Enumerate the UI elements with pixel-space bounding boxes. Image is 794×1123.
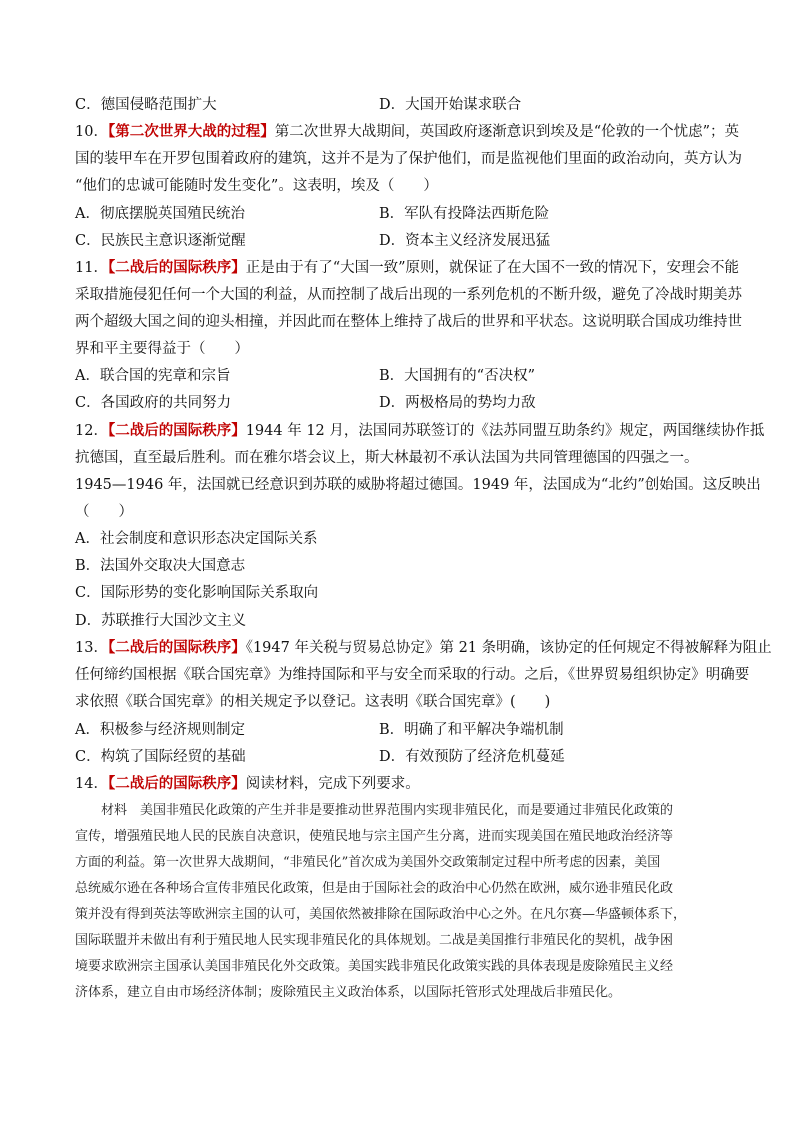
q11-number: 11． bbox=[75, 260, 108, 276]
material-line: 境要求欧洲宗主国承认美国非殖民化外交政策。美国实践非殖民化政策实践的具体表现是废除殖民主义经 bbox=[75, 959, 674, 974]
q11-option-a[interactable]: A．联合国的宪章和宗旨 bbox=[75, 368, 231, 384]
q13-option-d[interactable]: D．有效预防了经济危机蔓延 bbox=[379, 749, 565, 765]
material-line: 总统威尔逊在各种场合宣传非殖民化政策，但是由于国际社会的政治中心仍然在欧洲，威尔逊非殖民化政 bbox=[75, 881, 674, 896]
q12-stem-line-3: 1945—1946 年，法国就已经意识到苏联的威胁将超过德国。1949 年，法国成为“北约”创始国。这反映出 bbox=[75, 477, 761, 493]
q10-stem-line-3: “他们的忠诚可能随时发生变化”。这表明，埃及（ ） bbox=[75, 178, 438, 194]
q10-option-b[interactable]: B．军队有投降法西斯危险 bbox=[379, 206, 550, 222]
material-line: 宣传，增强殖民地人民的民族自决意识，使殖民地与宗主国产生分离，进而实现美国在殖民地政治经济等 bbox=[75, 829, 674, 844]
q14-number: 14． bbox=[75, 776, 108, 792]
q12-topic-tag: 【二战后的国际秩序】 bbox=[107, 422, 246, 439]
q11-stem-text-1: 正是由于有了“大国一致”原则，就保证了在大国不一致的情况下，安理会不能 bbox=[245, 260, 740, 276]
q10-topic-tag: 【第二次世界大战的过程】 bbox=[107, 123, 275, 140]
q12-option-b[interactable]: B．法国外交取决大国意志 bbox=[75, 558, 246, 574]
q13-option-a[interactable]: A．积极参与经济规则制定 bbox=[75, 722, 245, 738]
q12-stem-text-1: 1944 年 12 月，法国同苏联签订的《法苏同盟互助条约》规定，两国继续协作抵 bbox=[245, 423, 765, 439]
q14-topic-tag: 【二战后的国际秩序】 bbox=[107, 775, 246, 792]
q11-option-b[interactable]: B．大国拥有的“否决权” bbox=[379, 368, 535, 384]
q11-option-d[interactable]: D．两极格局的势均力敌 bbox=[379, 395, 536, 411]
q12-stem-line-2: 抗德国，直至最后胜利。而在雅尔塔会议上，斯大林最初不承认法国为共同管理德国的四强之一。 bbox=[75, 450, 699, 466]
q13-stem-line-2: 任何缔约国根据《联合国宪章》为维持国际和平与安全而采取的行动。之后，《世界贸易组织协定》明确要 bbox=[75, 667, 750, 683]
q12-option-a[interactable]: A．社会制度和意识形态决定国际关系 bbox=[75, 531, 318, 547]
q11-topic-tag: 【二战后的国际秩序】 bbox=[107, 259, 246, 276]
q14-stem-text-1: 阅读材料，完成下列要求。 bbox=[245, 776, 420, 792]
q13-stem-line-1 bbox=[75, 639, 772, 657]
q13-option-b[interactable]: B．明确了和平解决争端机制 bbox=[379, 722, 564, 738]
q11-stem-line-4: 界和平主要得益于（ ） bbox=[75, 341, 249, 357]
material-line: 济体系，建立自由市场经济体制；废除殖民主义政治体系，以国际托管形式处理战后非殖民化。 bbox=[75, 985, 622, 1000]
q12-stem-line-1 bbox=[75, 422, 765, 440]
material-line: 国际联盟并未做出有利于殖民地人民实现非殖民化的具体规划。二战是美国推行非殖民化的契机，战争困 bbox=[75, 933, 674, 948]
q10-option-a[interactable]: A．彻底摆脱英国殖民统治 bbox=[75, 206, 245, 222]
q12-option-d[interactable]: D．苏联推行大国沙文主义 bbox=[75, 613, 247, 629]
q12-stem-line-4: （ ） bbox=[75, 504, 133, 520]
q11-stem-line-2: 采取措施侵犯任何一个大国的利益，从而控制了战后出现的一系列危机的不断升级，避免了冷战时期美苏 bbox=[75, 287, 742, 303]
q13-stem-text-1: 《1947 年关税与贸易总协定》第 21 条明确，该协定的任何规定不得被解释为阻止 bbox=[245, 640, 772, 656]
q11-stem-line-1 bbox=[75, 259, 740, 277]
q13-option-c[interactable]: C．构筑了国际经贸的基础 bbox=[75, 749, 246, 765]
material-line: 策并没有得到英法等欧洲宗主国的认可，美国依然被排除在国际政治中心之外。在凡尔赛—华盛顿体系下， bbox=[75, 907, 687, 922]
material-line: 材料 美国非殖民化政策的产生并非是要推动世界范围内实现非殖民化，而是要通过非殖民化政策的 bbox=[75, 803, 674, 818]
q10-stem-line-2: 国的装甲车在开罗包围着政府的建筑，这并不是为了保护他们，而是监视他们里面的政治动向，英方认为 bbox=[75, 151, 742, 167]
material-line: 方面的利益。第一次世界大战期间，“非殖民化”首次成为美国外交政策制定过程中所考虑的因素，美国 bbox=[75, 855, 661, 870]
q10-stem-text-1: 第二次世界大战期间，英国政府逐渐意识到埃及是“伦敦的一个忧虑”；英 bbox=[274, 124, 740, 140]
q14-material bbox=[75, 798, 727, 1006]
q9-option-c[interactable]: C．德国侵略范围扩大 bbox=[75, 97, 217, 113]
q11-stem-line-3: 两个超级大国之间的迎头相撞，并因此而在整体上维持了战后的世界和平状态。这说明联合国成功维持世 bbox=[75, 314, 742, 330]
q9-option-d[interactable]: D．大国开始谋求联合 bbox=[379, 97, 522, 113]
q12-option-c[interactable]: C．国际形势的变化影响国际关系取向 bbox=[75, 585, 319, 601]
q13-number: 13． bbox=[75, 640, 108, 656]
q12-number: 12． bbox=[75, 423, 108, 439]
q10-option-c[interactable]: C．民族民主意识逐渐觉醒 bbox=[75, 233, 246, 249]
q13-stem-line-3: 求依照《联合国宪章》的相关规定予以登记。这表明《联合国宪章》( ) bbox=[75, 694, 551, 710]
q13-topic-tag: 【二战后的国际秩序】 bbox=[107, 639, 246, 656]
q10-stem-line-1 bbox=[75, 123, 740, 141]
q14-stem-line-1 bbox=[75, 775, 725, 793]
q10-option-d[interactable]: D．资本主义经济发展迅猛 bbox=[379, 233, 551, 249]
q10-number: 10． bbox=[75, 124, 108, 140]
q11-option-c[interactable]: C．各国政府的共同努力 bbox=[75, 395, 232, 411]
